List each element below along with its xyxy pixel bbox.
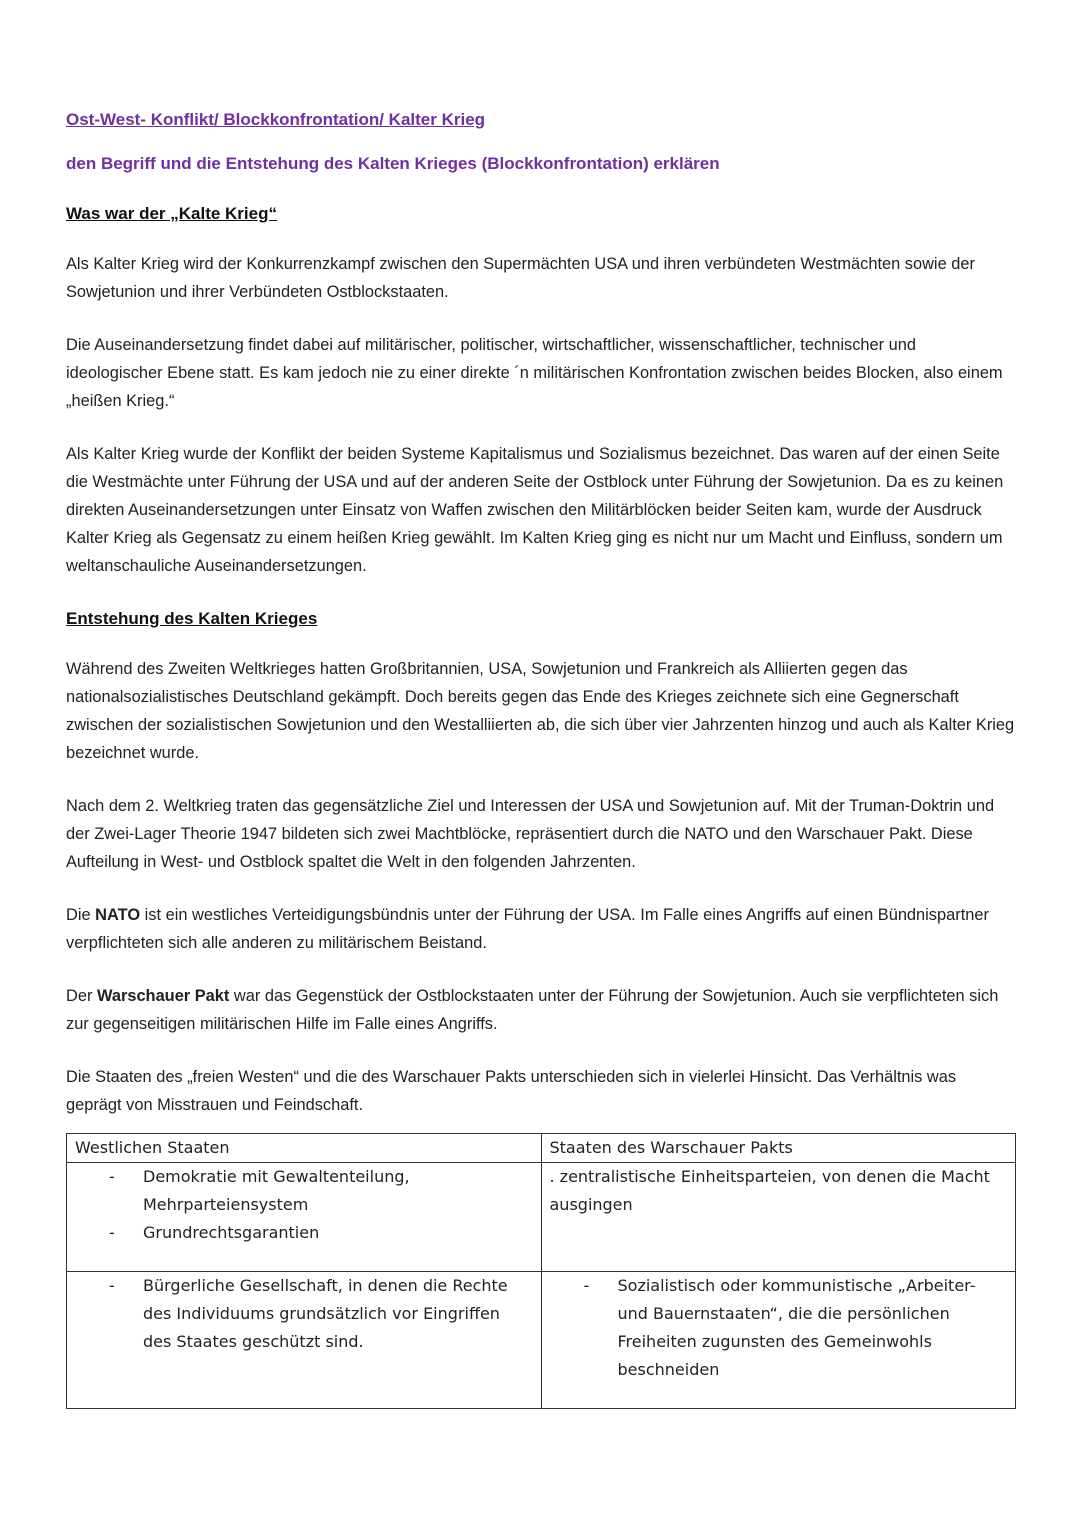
bullet-list xyxy=(550,1272,1008,1384)
paragraph: Die Staaten des „freien Westen“ und die des Warschauer Pakts unterschieden sich in vielerlei Hinsicht. Das Verhältnis was geprägt von Misstrauen und Feindschaft. xyxy=(66,1068,957,1114)
paragraph: Als Kalter Krieg wird der Konkurrenzkampf zwischen den Supermächten USA und ihren verbündeten Westmächten sowie der Sowjetunion und ihrer Verbündeten Ostblockstaaten. xyxy=(66,255,975,301)
term-warschauer-pakt: Warschauer Pakt xyxy=(96,987,230,1005)
list-item: - Demokratie mit Gewaltenteilung, Mehrparteiensystem xyxy=(143,1163,533,1219)
table-cell-west-2 xyxy=(67,1272,542,1409)
bullet-list xyxy=(75,1272,533,1356)
table-header-east: Staaten des Warschauer Pakts xyxy=(541,1134,1016,1163)
list-item: - Grundrechtsgarantien xyxy=(143,1219,533,1247)
list-item: - Bürgerliche Gesellschaft, in denen die Rechte des Individuums grundsätzlich vor Eingriffen des Staates geschützt sind. xyxy=(143,1272,533,1356)
document-title: Ost-West- Konflikt/ Blockkonfrontation/ Kalter Krieg xyxy=(66,110,486,129)
document-page xyxy=(66,106,1016,1409)
paragraph-warschauer-pakt xyxy=(66,982,1016,1038)
paragraph: Die Auseinandersetzung findet dabei auf militärischer, politischer, wirtschaftlicher, wissenschaftlicher, technischer und ideologischer Ebene statt. Es kam jedoch nie zu einer direkte ´n militärischen Konfrontation zwischen beides Blocken, also einem „heißen Krieg.“ xyxy=(66,336,1003,410)
table-cell-west-1 xyxy=(67,1163,542,1272)
text-span: war das Gegenstück der Ostblockstaaten unter der Führung der Sowjetunion. Auch sie verpflichteten sich zur gegenseitigen militärischen Hilfe im Falle eines Angriffs. xyxy=(66,987,999,1033)
document-subtitle: den Begriff und die Entstehung des Kalten Krieges (Blockkonfrontation) erklären xyxy=(66,154,720,173)
table-row xyxy=(67,1163,1016,1272)
comparison-table xyxy=(66,1133,1016,1409)
paragraph: Als Kalter Krieg wurde der Konflikt der beiden Systeme Kapitalismus und Sozialismus bezeichnet. Das waren auf der einen Seite die Westmächte unter Führung der USA und auf der anderen Seite der Ostblock unter Führung der Sowjetunion. Da es zu keinen direkten Auseinandersetzungen unter Einsatz von Waffen zwischen den Militärblöcken beider Seiten kam, wurde der Ausdruck Kalter Krieg als Gegensatz zu einem heißen Krieg gewählt. Im Kalten Krieg ging es nicht nur um Macht und Einfluss, sondern um weltanschauliche Auseinandersetzungen. xyxy=(66,445,1004,575)
list-item: - Sozialistisch oder kommunistische „Arbeiter- und Bauernstaaten“, die die persönlichen Freiheiten zugunsten des Gemeinwohls beschneiden xyxy=(618,1272,1008,1384)
text-span: ist ein westliches Verteidigungsbündnis unter der Führung der USA. Im Falle eines Angriffs auf einen Bündnispartner verpflichteten sich alle anderen zu militärischem Beistand. xyxy=(66,906,989,952)
text-span: Der xyxy=(66,987,97,1005)
paragraph-nato xyxy=(66,901,1016,957)
table-header-row xyxy=(67,1134,1016,1163)
paragraph: Während des Zweiten Weltkrieges hatten Großbritannien, USA, Sowjetunion und Frankreich als Alliierten gegen das nationalsozialistisches Deutschland gekämpft. Doch bereits gegen das Ende des Krieges zeichnete sich eine Gegnerschaft zwischen der sozialistischen Sowjetunion und den Westalliierten ab, die sich über vier Jahrzenten hinzog und auch als Kalter Krieg bezeichnet wurde. xyxy=(66,660,1015,762)
term-nato: NATO xyxy=(95,906,141,924)
table-row xyxy=(67,1272,1016,1409)
table-cell-east-2 xyxy=(541,1272,1016,1409)
section-heading-kalter-krieg: Was war der „Kalte Krieg“ xyxy=(66,204,277,223)
table-header-west: Westlichen Staaten xyxy=(67,1134,542,1163)
paragraph: Nach dem 2. Weltkrieg traten das gegensätzliche Ziel und Interessen der USA und Sowjetunion auf. Mit der Truman-Doktrin und der Zwei-Lager Theorie 1947 bildeten sich zwei Machtblöcke, repräsentiert durch die NATO und den Warschauer Pakt. Diese Aufteilung in West- und Ostblock spaltet die Welt in den folgenden Jahrzenten. xyxy=(66,797,995,871)
bullet-list xyxy=(75,1163,533,1247)
section-heading-entstehung: Entstehung des Kalten Krieges xyxy=(66,609,318,628)
text-span: Die xyxy=(66,906,96,924)
table-cell-east-1: . zentralistische Einheitsparteien, von denen die Macht ausgingen xyxy=(541,1163,1016,1272)
